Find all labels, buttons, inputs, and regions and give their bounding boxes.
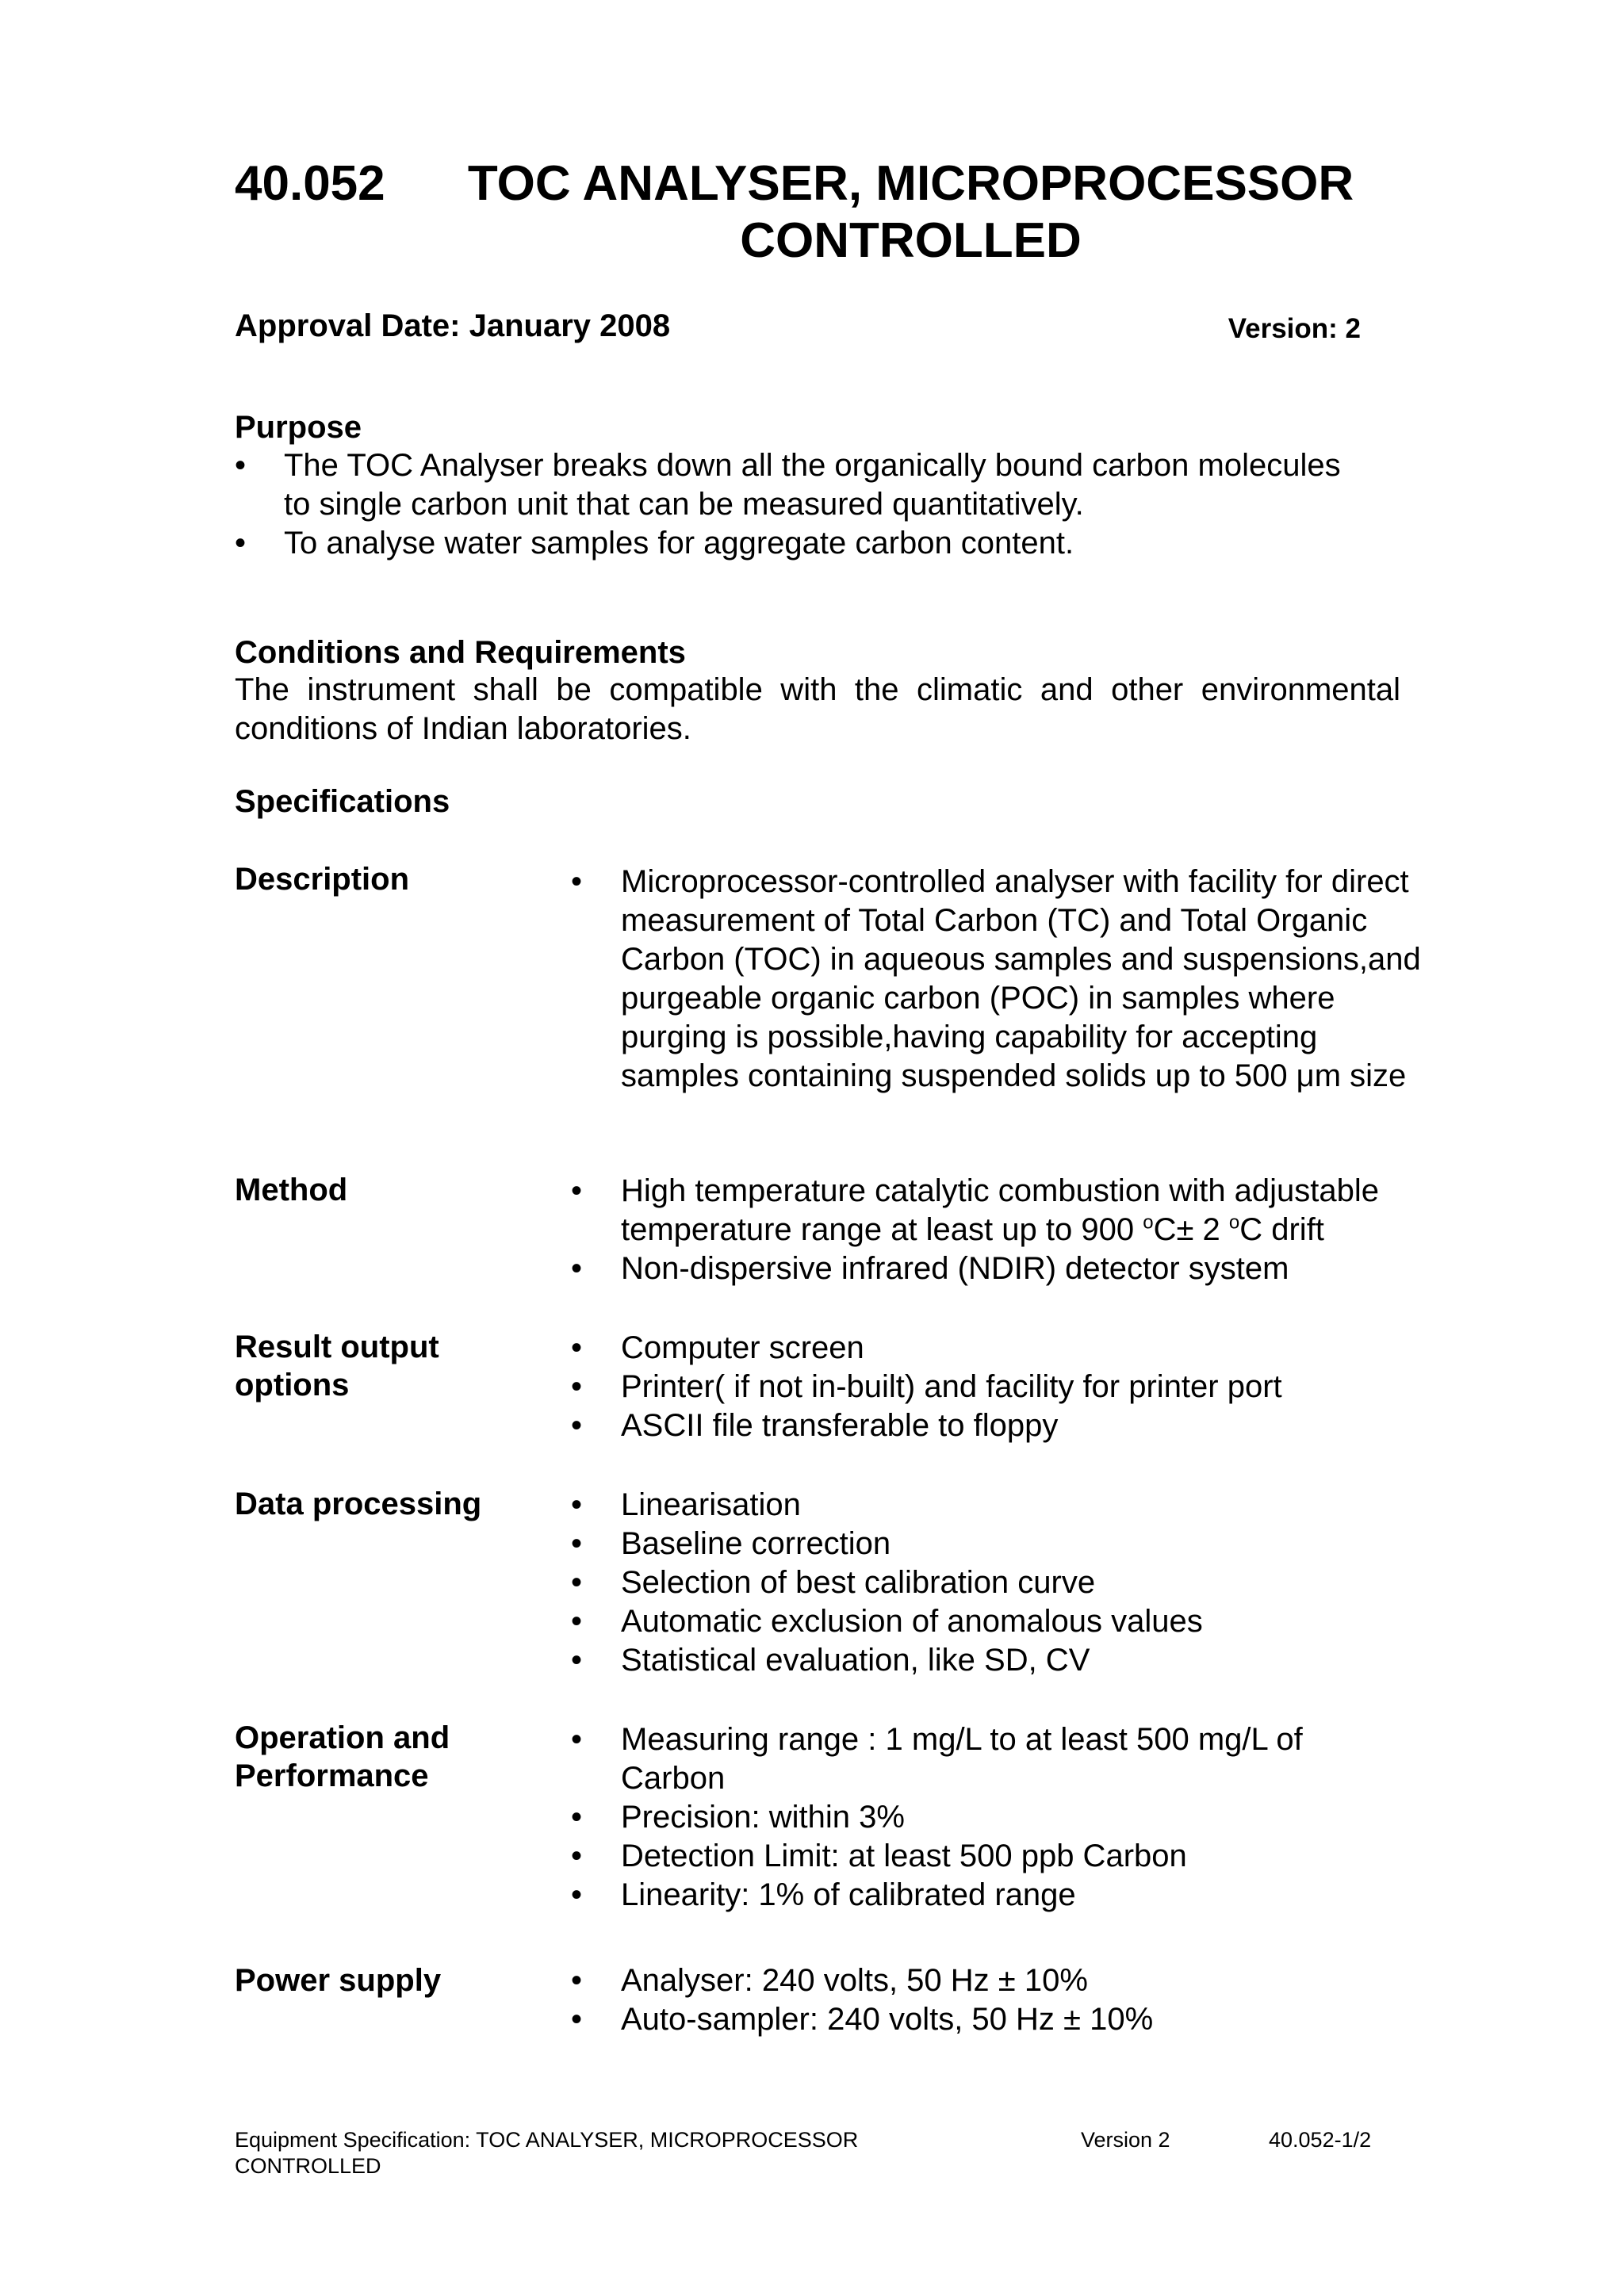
footer-spec-title (235, 2127, 858, 2179)
bullet: • (571, 1839, 583, 1873)
list-item (569, 1563, 1434, 1602)
conditions-text: The instrument shall be compatible with the climatic and other environmental conditions of Indian laboratories. (235, 672, 1400, 746)
bullet: • (571, 864, 583, 899)
list-item (569, 1368, 1434, 1406)
spec-label-result-output (235, 1328, 536, 1404)
spec-item-text: Linearity: 1% of calibrated range (621, 1877, 1076, 1912)
footer-page-ref: 40.052-1/2 (1269, 2128, 1372, 2152)
list-item (569, 1961, 1434, 2000)
approval-date: Approval Date: January 2008 (235, 308, 671, 343)
list-item (569, 2000, 1434, 2039)
spec-label-method: Method (235, 1173, 348, 1207)
bullet: • (571, 1604, 583, 1639)
spec-item-text: Non-dispersive infrared (NDIR) detector system (621, 1251, 1289, 1286)
bullet: • (571, 1800, 583, 1835)
spec-item-text: Selection of best calibration curve (621, 1565, 1096, 1600)
title-line-1: TOC ANALYSER, MICROPROCESSOR (467, 156, 1354, 211)
spec-item-text: Baseline correction (621, 1526, 891, 1561)
label-line-1: Result output (235, 1330, 439, 1364)
label-line-2: options (235, 1368, 350, 1402)
spec-item-text: Measuring range : 1 mg/L to at least 500 mg/L of Carbon (621, 1722, 1303, 1796)
bullet: • (571, 1330, 583, 1365)
bullet: • (571, 1408, 583, 1443)
list-item (235, 446, 1400, 524)
spec-item-text: Analyser: 240 volts, 50 Hz ± 10% (621, 1963, 1088, 1998)
method-temp-text: High temperature catalytic combustion with adjustable temperature range at least up to 900 (621, 1173, 1380, 1247)
spec-item-text: Computer screen (621, 1330, 864, 1365)
bullet: • (571, 1877, 583, 1912)
spec-list-power-supply (569, 1961, 1434, 2039)
document-title-text (461, 155, 1361, 270)
bullet: • (571, 1251, 583, 1286)
list-item (569, 1837, 1434, 1876)
footer-version: Version 2 (1081, 2128, 1170, 2152)
purpose-item-2: To analyse water samples for aggregate carbon content. (284, 526, 1074, 561)
spec-list-result-output (569, 1329, 1434, 1445)
specifications-heading: Specifications (235, 784, 450, 819)
list-item (569, 1876, 1434, 1915)
degree-superscript: o (1228, 1211, 1240, 1234)
spec-list-method (569, 1172, 1434, 1288)
list-item (235, 524, 1400, 563)
spec-item-text: Auto-sampler: 240 volts, 50 Hz ± 10% (621, 2002, 1154, 2037)
list-item (569, 863, 1434, 1096)
spec-item-text: Precision: within 3% (621, 1800, 905, 1835)
purpose-heading: Purpose (235, 410, 362, 445)
spec-label-data-processing: Data processing (235, 1487, 482, 1521)
conditions-heading: Conditions and Requirements (235, 635, 686, 670)
bullet: • (571, 1369, 583, 1404)
bullet: • (571, 1526, 583, 1561)
spec-label-operation-performance (235, 1719, 536, 1795)
bullet: • (235, 448, 247, 483)
version-label: Version: 2 (1228, 313, 1361, 344)
method-temp-tolerance: C± 2 (1153, 1212, 1229, 1247)
spec-label-description: Description (235, 862, 410, 897)
spec-item-text: ASCII file transferable to floppy (621, 1408, 1059, 1443)
purpose-item-1-line-1: The TOC Analyser breaks down all the organically bound carbon molecules (284, 448, 1341, 483)
document-number: 40.052 (235, 156, 385, 211)
spec-item-text: Automatic exclusion of anomalous values (621, 1604, 1203, 1639)
list-item (569, 1329, 1434, 1368)
list-item (569, 1249, 1434, 1288)
spec-list-data-processing (569, 1486, 1434, 1680)
purpose-list (235, 446, 1400, 563)
bullet: • (571, 2002, 583, 2037)
spec-item-text: Linearisation (621, 1487, 801, 1522)
bullet: • (571, 1722, 583, 1757)
bullet: • (571, 1643, 583, 1678)
list-item (569, 1172, 1434, 1249)
spec-item-text: Statistical evaluation, like SD, CV (621, 1643, 1090, 1678)
spec-item-text: Detection Limit: at least 500 ppb Carbon (621, 1839, 1187, 1873)
spec-item-text: Printer( if not in-built) and facility for printer port (621, 1369, 1282, 1404)
footer-line-2: CONTROLLED (235, 2154, 381, 2178)
spec-list-description (569, 863, 1434, 1096)
bullet: • (571, 1565, 583, 1600)
list-item (569, 1602, 1434, 1641)
spec-label-power-supply: Power supply (235, 1963, 442, 1998)
label-line-1: Operation and (235, 1720, 450, 1755)
spec-item-text (621, 1172, 1434, 1249)
list-item (569, 1641, 1434, 1680)
label-line-2: Performance (235, 1758, 429, 1793)
title-line-2: CONTROLLED (740, 213, 1082, 268)
spec-item-text: Microprocessor-controlled analyser with facility for direct measurement of Total Carbon (TC) and Total Organic Carbon (TOC) in aqueous samples and suspensions,and purgeable organic carbon (POC) in samples where purging is possible,having capability for accepting samples containing suspended solids up to 500 μm size (621, 864, 1421, 1093)
spec-list-operation-performance (569, 1720, 1434, 1915)
footer-line-1: Equipment Specification: TOC ANALYSER, MICROPROCESSOR (235, 2128, 859, 2152)
bullet: • (571, 1487, 583, 1522)
list-item (569, 1720, 1434, 1798)
list-item (569, 1406, 1434, 1445)
degree-superscript: o (1143, 1211, 1154, 1234)
purpose-item-1-line-2: to single carbon unit that can be measured quantitatively. (284, 487, 1084, 522)
method-temp-drift: C drift (1239, 1212, 1324, 1247)
list-item (569, 1486, 1434, 1525)
bullet: • (235, 526, 247, 561)
list-item (569, 1525, 1434, 1563)
bullet: • (571, 1963, 583, 1998)
list-item (569, 1798, 1434, 1837)
bullet: • (571, 1173, 583, 1208)
